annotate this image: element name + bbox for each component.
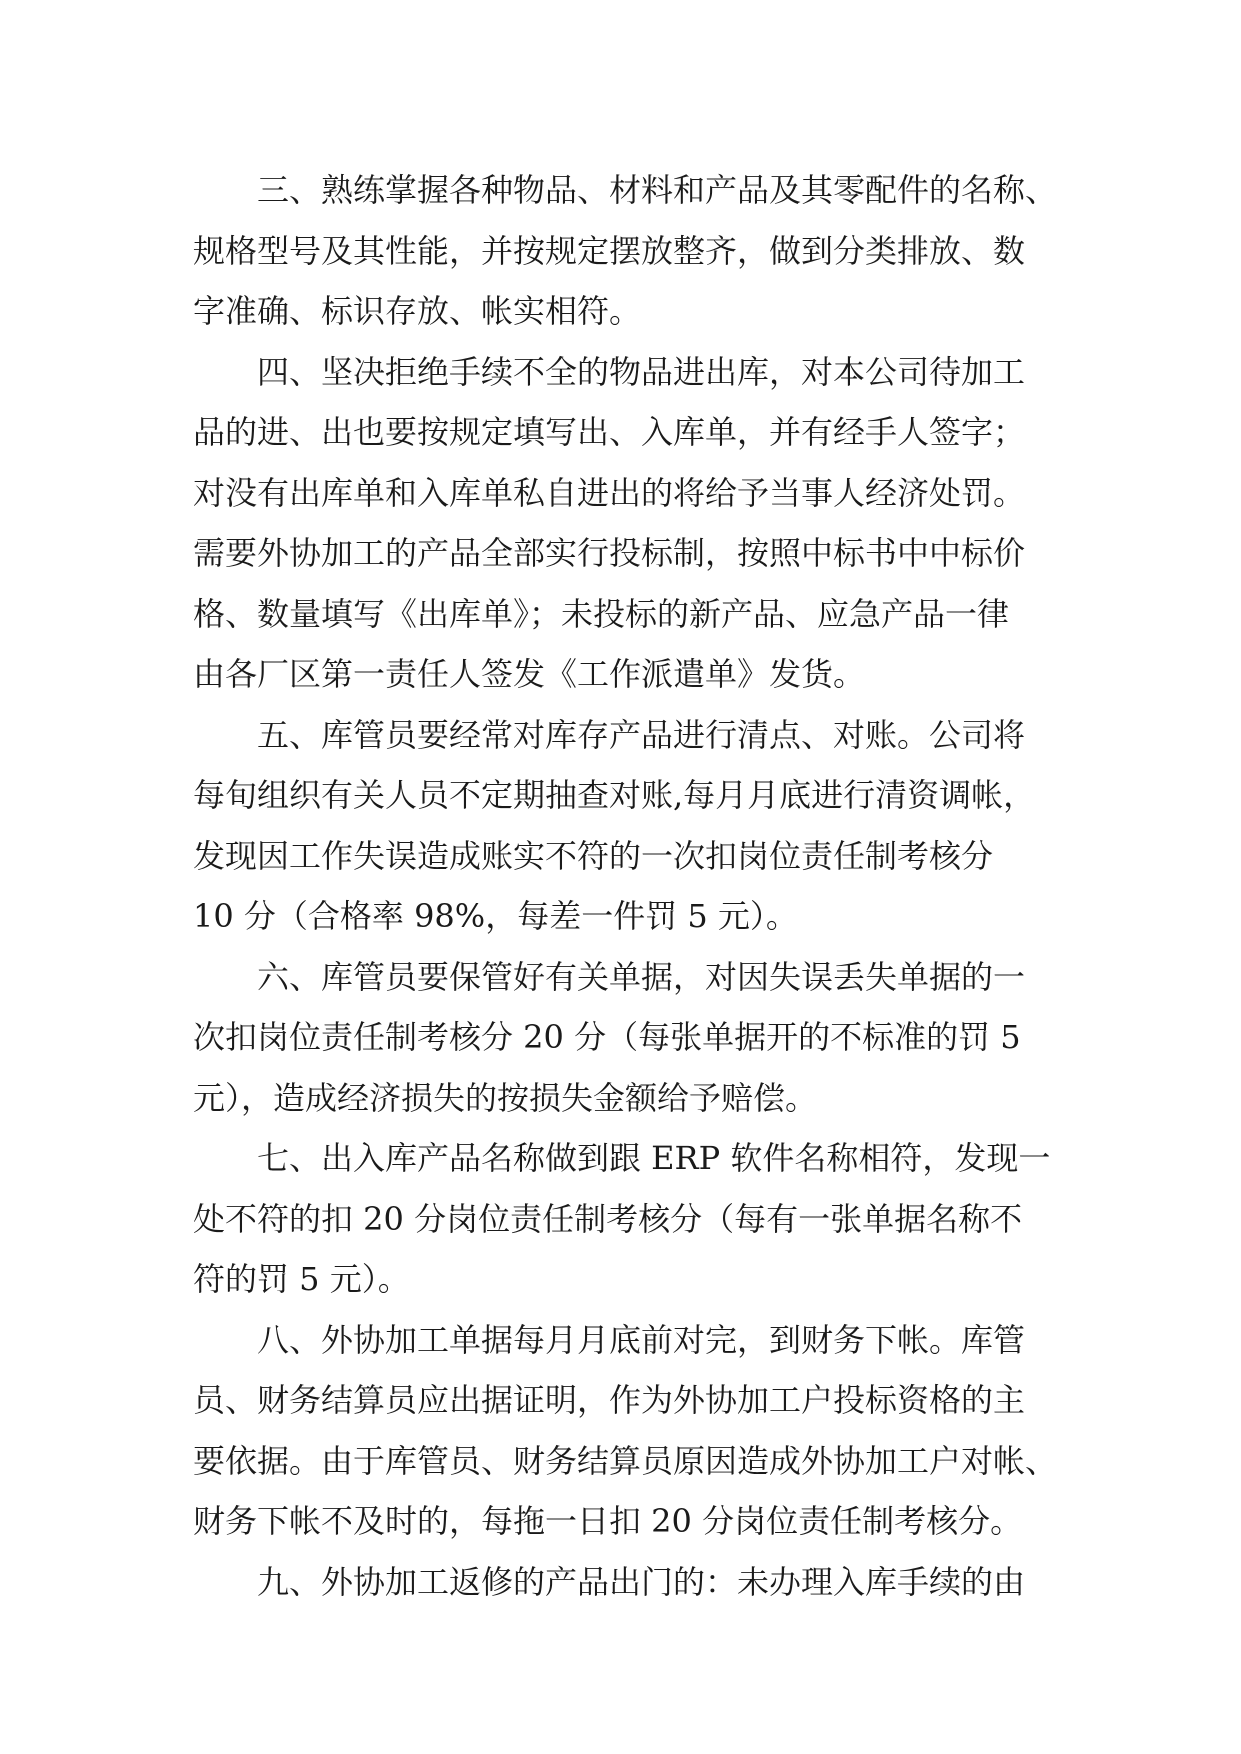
text-line: 元），造成经济损失的按损失金额给予赔偿。	[193, 1078, 818, 1117]
text-line: 财务下帐不及时的，每拖一日扣 20 分岗位责任制考核分。	[193, 1502, 1023, 1540]
text-line: 次扣岗位责任制考核分 20 分（每张单据开的不标准的罚 5	[193, 1018, 1021, 1056]
text-line: 要依据。由于库管员、财务结算员原因造成外协加工户对帐、	[193, 1441, 1058, 1480]
text-line: 对没有出库单和入库单私自进出的将给予当事人经济处罚。	[193, 473, 1026, 512]
text-line: 格、数量填写《出库单》；未投标的新产品、应急产品一律	[193, 594, 1010, 633]
paragraph-9	[193, 1552, 1053, 1613]
text-line: 发现因工作失误造成账实不符的一次扣岗位责任制考核分	[193, 836, 994, 875]
text-line: 五、库管员要经常对库存产品进行清点、对账。公司将	[257, 715, 1026, 754]
paragraph-4	[193, 342, 1053, 705]
text-line: 四、坚决拒绝手续不全的物品进出库，对本公司待加工	[257, 352, 1026, 391]
text-line: 三、熟练掌握各种物品、材料和产品及其零配件的名称、	[257, 171, 1058, 209]
paragraph-8	[193, 1310, 1058, 1552]
text-line: 由各厂区第一责任人签发《工作派遣单》发货。	[193, 655, 866, 693]
paragraph-5	[193, 705, 1053, 947]
text-line: 六、库管员要保管好有关单据，对因失误丢失单据的一	[257, 957, 1026, 996]
document-body	[193, 160, 1058, 1612]
text-line: 处不符的扣 20 分岗位责任制考核分（每有一张单据名称不	[193, 1199, 1023, 1238]
text-line: 员、财务结算员应出据证明，作为外协加工户投标资格的主	[193, 1381, 1026, 1419]
text-line: 字准确、标识存放、帐实相符。	[193, 292, 642, 330]
text-line: 八、外协加工单据每月月底前对完，到财务下帐。库管	[257, 1320, 1026, 1359]
text-line: 规格型号及其性能，并按规定摆放整齐，做到分类排放、数	[193, 231, 1026, 270]
text-line: 七、出入库产品名称做到跟 ERP 软件名称相符，发现一	[257, 1139, 1051, 1177]
text-line: 需要外协加工的产品全部实行投标制，按照中标书中中标价	[193, 534, 1026, 572]
text-line: 九、外协加工返修的产品出门的：未办理入库手续的由	[257, 1562, 1026, 1601]
paragraph-7	[193, 1128, 1053, 1310]
text-line: 10 分（合格率 98%，每差一件罚 5 元）。	[193, 897, 798, 935]
paragraph-3	[193, 160, 1058, 342]
text-line: 每旬组织有关人员不定期抽查对账,每月月底进行清资调帐，	[193, 776, 1036, 814]
text-line: 符的罚 5 元）。	[193, 1260, 410, 1298]
text-line: 品的进、出也要按规定填写出、入库单，并有经手人签字；	[193, 413, 1026, 451]
paragraph-6	[193, 947, 1053, 1129]
